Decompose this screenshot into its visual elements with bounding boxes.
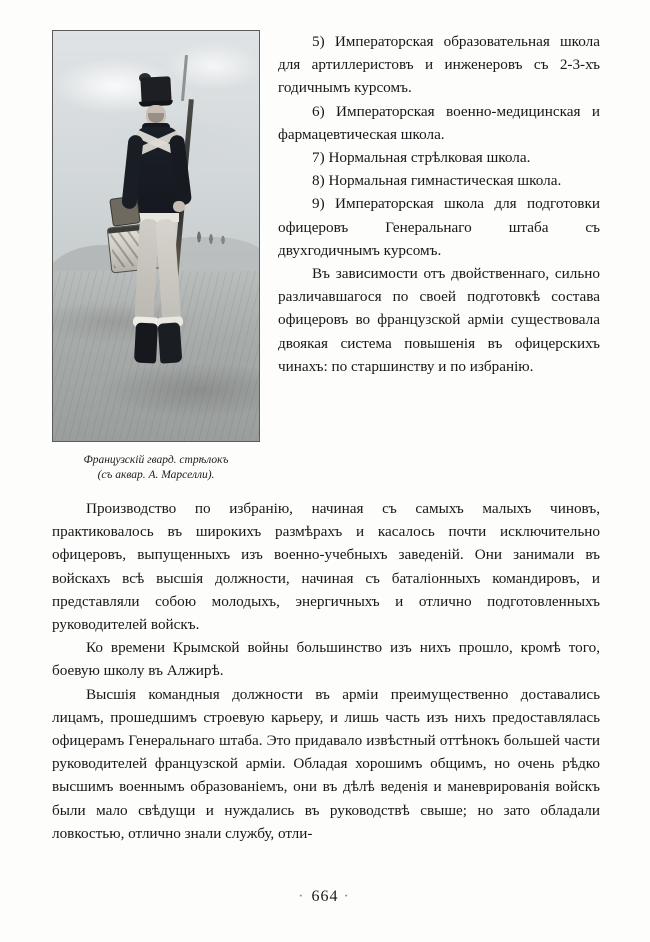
page-folio <box>0 888 650 906</box>
french-guard-rifleman-illustration <box>52 30 260 442</box>
folio-ornament-left: · <box>298 888 307 905</box>
right-column <box>278 30 600 378</box>
folio-ornament-right: · <box>343 888 352 905</box>
paragraph: 8) Нормальная гимнастическая школа. <box>312 172 562 190</box>
body-text <box>52 497 600 845</box>
legs <box>137 219 179 331</box>
paragraph: Производство по избранію, начиная съ самыхъ малыхъ чиновъ, практиковалось въ широкихъ размѣрахъ и касалось почти исключительно офицеровъ, выпущенныхъ изъ военно-учебныхъ заведеній. Они занимали въ войскахъ всѣ высшія должности, начиная съ баталіонныхъ командировъ, и представляли собою молодыхъ, энергичныхъ и отлично подготовленныхъ руководителей войскъ. <box>52 500 600 634</box>
page-content <box>52 30 600 845</box>
top-block <box>52 30 600 483</box>
right-hand <box>173 201 185 212</box>
right-boot <box>158 322 183 363</box>
page-number: 664 <box>311 888 339 905</box>
figure <box>52 30 262 483</box>
figure-caption <box>52 453 260 483</box>
right-leg <box>155 218 181 327</box>
figure-caption-line-2: (съ акваp. А. Марселли). <box>97 469 215 481</box>
paragraph: 5) Императорская образовательная школа для артиллеристовъ и инженеровъ съ 2-3-хъ годичнымъ курсомъ. <box>278 33 600 97</box>
paragraph: Высшія командныя должности въ арміи преимущественно доставались лицамъ, прошедшимъ строевую карьеру, и лишь часть изъ нихъ предоставлялась офицерамъ Генеральнаго штаба. Это придавало извѣстный оттѣнокъ большей части руководителей французской арміи. Обладая хорошимъ общимъ, но очень рѣдко высшимъ военнымъ образованіемъ, они въ дѣлѣ веденія и маневрированія войскъ были мало свѣдущи и нуждались въ руководствѣ свыше; но зато обладали ловкостью, отлично знали службу, отли- <box>52 685 600 842</box>
paragraph: Въ зависимости отъ двойственнаго, сильно различавшагося по своей подготовкѣ состава офицеровъ во французской арміи существовала двоякая система повышенія въ офицерскихъ чинахъ: по старшинству и по избранію. <box>278 265 600 375</box>
paragraph: 9) Императорская школа для подготовки офицеровъ Генеральнаго штаба съ двухгодичнымъ курсомъ. <box>278 195 600 259</box>
left-boot <box>134 322 158 363</box>
paragraph: 7) Нормальная стрѣлковая школа. <box>312 149 531 167</box>
left-leg <box>134 219 159 328</box>
soldier-figure <box>115 77 211 429</box>
paragraph: Ко времени Крымской войны большинство изъ нихъ прошло, кромѣ того, боевую школу въ Алжирѣ. <box>52 639 600 680</box>
figure-caption-line-1: Французскій гвард. стрѣлокъ <box>83 454 229 466</box>
paragraph: 6) Императорская военно-медицинская и фармацевтическая школа. <box>278 102 600 143</box>
